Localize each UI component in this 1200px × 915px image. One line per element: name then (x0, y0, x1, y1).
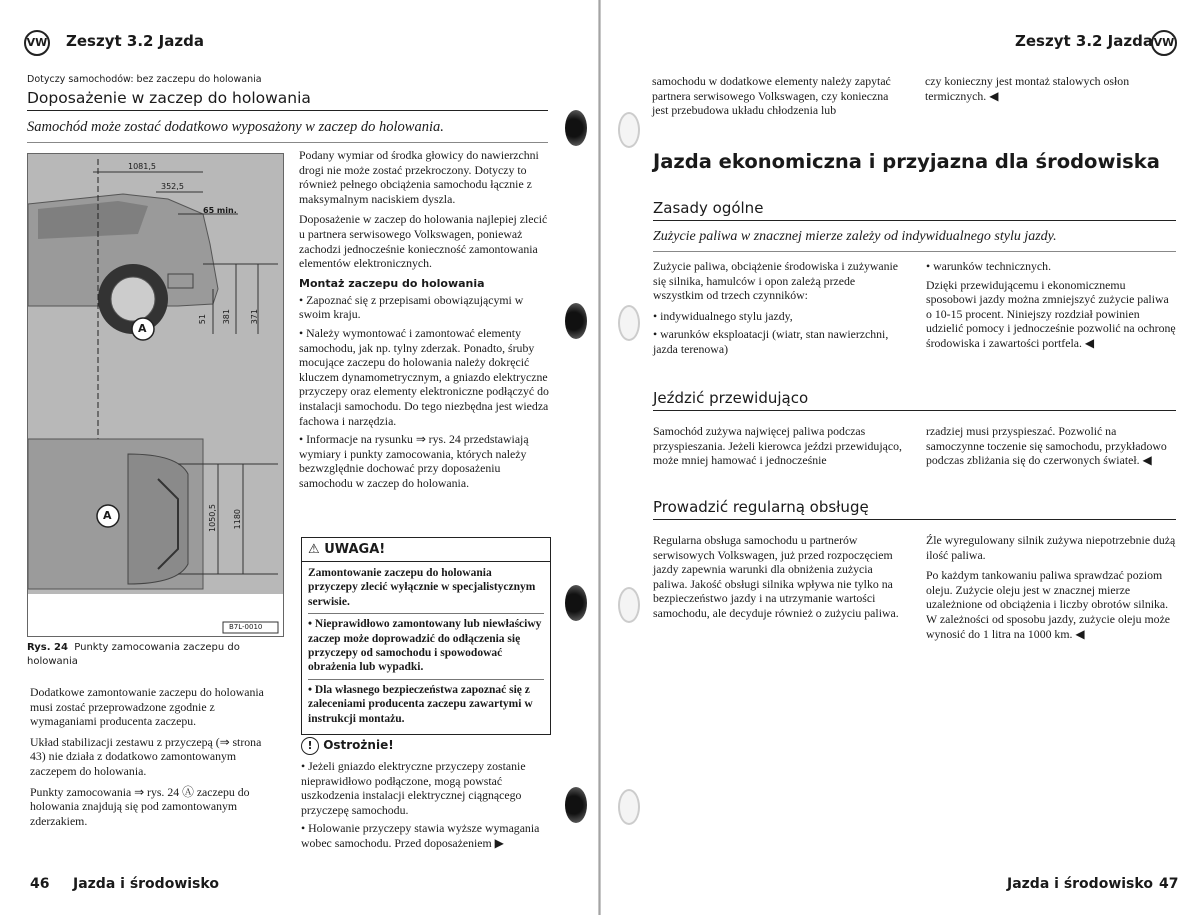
left-header-title: Zeszyt 3.2 Jazda (66, 32, 204, 50)
divider (653, 251, 1176, 252)
paragraph: Po każdym tankowaniu paliwa sprawdzać poziom oleju. Zużycie oleju jest w znacznej mierze uzależnione od obciążenia i liczby obrotów silnika. W zależności od sposobu jazdy, zużycie oleju może wynosić do 1 litra na 1000 km. ◀ (926, 568, 1171, 641)
dim-label: 352,5 (161, 182, 184, 191)
figure-caption (27, 641, 277, 669)
list-item: • Zapoznać się z przepisami obowiązującymi w swoim kraju. (299, 292, 524, 322)
applicability-note: Dotyczy samochodów: bez zaczepu do holowania (27, 74, 262, 85)
vw-logo-icon: VW (1151, 30, 1177, 56)
binding-hole (565, 585, 587, 621)
dim-label: 381 (222, 309, 231, 325)
right-footer-section: Jazda i środowisko (1007, 876, 1153, 892)
dim-label: 1180 (233, 509, 242, 530)
paragraph: rzadziej musi przyspieszać. Pozwolić na samoczynne toczenie się samochodu, przykładowo podczas zbliżania się do czerwonych świateł. ◀ (926, 424, 1167, 468)
paragraph: Dzięki przewidującemu i ekonomicznemu sposobowi jazdy można zmniejszyć zużycie paliwa o 10-15 procent. Niniejszy rozdział powinien udzielić pomocy i jednocześnie pozwolić na ochronę środowiska i zawartości portfela. ◀ (926, 277, 1176, 350)
chapter-title: Jazda ekonomiczna i przyjazna dla środowiska (653, 150, 1160, 173)
warning-title: ⚠ UWAGA! (302, 538, 550, 562)
figure-caption-label: Rys. 24 (27, 642, 68, 653)
marker-a-label: A (138, 322, 147, 335)
s1-col2 (926, 259, 1176, 357)
s1-col1 (653, 259, 903, 361)
section-lead: Zużycie paliwa w znacznej mierze zależy od indywidualnego stylu jazdy. (653, 229, 1057, 244)
right-header-title: Zeszyt 3.2 Jazda (1015, 32, 1153, 50)
divider (27, 142, 548, 143)
left-footer-section: Jazda i środowisko (73, 876, 219, 892)
binding-hole (565, 303, 587, 339)
continued-text: czy konieczny jest montaż stalowych osłon termicznych. ◀ (925, 74, 1130, 103)
car-diagram (28, 154, 283, 636)
section-title: Prowadzić regularną obsługę (653, 498, 1176, 520)
paragraph: Regularna obsługa samochodu u partnerów serwisowych Volkswagen, już przed rozpoczęciem jazdy zapewnia warunki dla obniżenia zużycia paliwa. Jakość obsługi silnika wpływa nie tylko na bezpieczeństwo jazdy i na utrzymanie wartości samochodu, ale decyduje również o zużyciu paliwa. (653, 533, 899, 620)
dim-label: 371 (250, 309, 259, 325)
paragraph: Samochód zużywa najwięcej paliwa podczas przyspieszania. Jeżeli kierowca jeździ przewidująco, może mniej hamować i jednocześnie (653, 424, 902, 468)
section-lead: Samochód może zostać dodatkowo wyposażony w zaczep do holowania. (27, 119, 444, 135)
paragraph: Zużycie paliwa, obciążenie środowiska i zużywanie się silnika, hamulców i opon zależą przede wszystkim od trzech czynników: (653, 259, 899, 303)
figure-code: B7L-0010 (229, 623, 263, 631)
warning-item: • Nieprawidłowo zamontowany lub niewłaściwy zaczep może doprowadzić do odłączenia się przyczepy od samochodu i spowodować obrażenia lub wypadki. (308, 617, 544, 680)
paragraph: Układ stabilizacji zestawu z przyczepą (⇒ strona 43) nie działa z dodatkowo zamontowanym zaczepem do holowania. (30, 734, 262, 778)
caution-title: ! Ostrożnie! (301, 737, 551, 755)
left-col1-text (30, 685, 275, 834)
section-title: Doposażenie w zaczep do holowania (27, 89, 548, 111)
paragraph: Punkty zamocowania ⇒ rys. 24 Ⓐ zaczepu do holowania znajdują się pod zamontowanym zderzakiem. (30, 784, 250, 828)
paragraph: Doposażenie w zaczep do holowania najlepiej zlecić u partnera serwisowego Volkswagen, ponieważ zachodzi jednocześnie konieczność zamontowania elementów elektronicznych. (299, 212, 548, 271)
dim-label: 65 min. (203, 206, 237, 215)
binding-hole (565, 110, 587, 146)
figure-caption-text: Punkty zamocowania zaczepu do holowania (27, 642, 240, 667)
exclamation-icon: ! (301, 737, 319, 755)
mount-heading: Montaż zaczepu do holowania (299, 276, 485, 290)
left-col2-text (299, 148, 549, 494)
section-title: Jeździć przewidująco (653, 389, 1176, 411)
s3-col2 (926, 533, 1176, 647)
warning-item: • Dla własnego bezpieczeństwa zapoznać się z zaleceniami producenta zaczepu zawartymi w instrukcji montażu. (308, 683, 533, 725)
list-item: • Jeżeli gniazdo elektryczne przyczepy zostanie nieprawidłowo podłączone, mogą powstać uszkodzenia instalacji elektrycznej ciągnącego przyczepę samochodu. (301, 759, 526, 817)
continued-text: samochodu w dodatkowe elementy należy zapytać partnera serwisowego Volkswagen, czy konieczna jest przebudowa układu chłodzenia lub (652, 74, 891, 118)
left-page-number: 46 (30, 876, 50, 892)
marker-a-label: A (103, 509, 112, 522)
binding-hole (565, 787, 587, 823)
list-item: • warunków technicznych. (926, 259, 1052, 273)
paragraph: Podany wymiar od środka głowicy do nawierzchni drogi nie może zostać przekroczony. Dotyczy to również pełnego obciążenia samochodu łącznie z maksymalnym naciskiem dyszla. (299, 148, 539, 206)
figure-tow-hitch (27, 153, 284, 637)
list-item: • indywidualnego stylu jazdy, (653, 308, 793, 323)
list-item: • Należy wymontować i zamontować elementy samochodu, jak np. tylny zderzak. Ponadto, śruby mocujące zaczepu do holowania należy dokręcić kluczem dynamometrycznym, a gniazdo elektryczne przyczepy oraz elementy elektroniczne podłączyć do instalacji samochodu. Do tego niezbędna jest wiedza fachowa i narzędzia. (299, 325, 549, 428)
list-item: • warunków eksploatacji (wiatr, stan nawierzchni, jazda terenowa) (653, 327, 889, 356)
section-title: Zasady ogólne (653, 199, 1176, 221)
caution-block (301, 737, 551, 855)
list-item: • Holowanie przyczepy stawia wyższe wymagania wobec samochodu. Przed doposażeniem ▶ (301, 821, 540, 850)
right-page-number: 47 (1159, 876, 1179, 892)
warning-box (301, 537, 551, 735)
dim-label: 51 (198, 314, 207, 325)
dim-label: 1081,5 (128, 162, 156, 171)
right-page (600, 0, 1200, 915)
vw-logo-icon: VW (24, 30, 50, 56)
paragraph: Dodatkowe zamontowanie zaczepu do holowania musi zostać przeprowadzone zgodnie z wymaganiami producenta zaczepu. (30, 685, 264, 729)
dim-label: 1050,5 (208, 504, 217, 532)
warning-item: Zamontowanie zaczepu do holowania przyczepy zlecić wyłącznie w specjalistycznym serwisie. (308, 566, 544, 614)
list-item: • Informacje na rysunku ⇒ rys. 24 przedstawiają wymiary i punkty zamocowania, których należy bezwzględnie dochować przy doposażeniu samochodu w zaczep do holowania. (299, 432, 529, 490)
paragraph: Źle wyregulowany silnik zużywa niepotrzebnie dużą ilość paliwa. (926, 533, 1176, 562)
